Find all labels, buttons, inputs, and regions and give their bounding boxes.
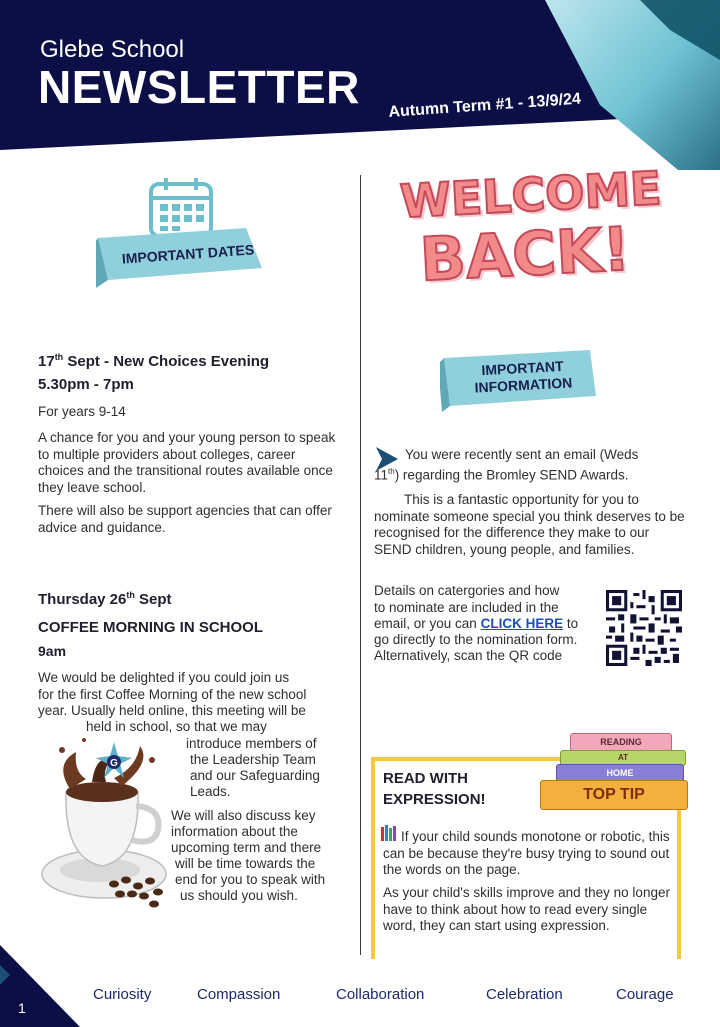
value-collaboration: Collaboration bbox=[336, 986, 425, 1003]
term-date: Autumn Term #1 - 13/9/24 bbox=[388, 90, 582, 121]
event2-line: end for you to speak with bbox=[175, 872, 326, 887]
school-name: Glebe School bbox=[40, 36, 185, 63]
calendar-icon bbox=[96, 176, 266, 296]
column-divider bbox=[360, 175, 361, 955]
value-compassion: Compassion bbox=[197, 986, 281, 1003]
book-top-tip: TOP TIP bbox=[540, 780, 688, 810]
details-line: go directly to the nomination form. bbox=[374, 632, 578, 647]
send-award-line1: You were recently sent an email (Weds bbox=[405, 447, 639, 462]
book-home: HOME bbox=[556, 764, 684, 782]
event1-audience: For years 9-14 bbox=[38, 404, 126, 419]
event2-line: will be time towards the bbox=[175, 856, 316, 871]
reading-tip-para2: As your child's skills improve and they no longer have to think about how to read every single word, they can start using expression. bbox=[383, 885, 670, 933]
event2-line: We would be delighted if you could join us bbox=[38, 670, 290, 685]
click-here-link[interactable]: CLICK HERE bbox=[480, 616, 564, 631]
coffee-cup-illustration bbox=[34, 734, 174, 909]
event2-line: held in school, so that we may bbox=[86, 719, 267, 734]
details-line: email, or you can CLICK HERE to bbox=[374, 616, 579, 631]
qr-code[interactable] bbox=[606, 590, 682, 666]
cup-badge-letter: G bbox=[110, 758, 118, 769]
event2-time: 9am bbox=[38, 643, 67, 659]
value-celebration: Celebration bbox=[486, 986, 563, 1003]
welcome-heading-line1: WELCOME bbox=[398, 160, 663, 229]
important-information-banner: IMPORTANT INFORMATION bbox=[474, 357, 573, 396]
event2-line: upcoming term and there bbox=[171, 840, 322, 855]
welcome-heading-line2: BACK! bbox=[418, 214, 632, 296]
send-award-line2: 11th) regarding the Bromley SEND Awards. bbox=[374, 467, 629, 483]
event2-date: Thursday 26th Sept bbox=[38, 590, 172, 608]
reading-tip-para1: If your child sounds monotone or robotic, this can be because they're busy trying to sound out the words on the page. bbox=[383, 829, 670, 877]
event1-support: There will also be support agencies that can offer advice and guidance. bbox=[38, 503, 332, 535]
event2-line: for the first Coffee Morning of the new school bbox=[38, 687, 307, 702]
event1-time: 5.30pm - 7pm bbox=[38, 376, 134, 393]
event2-line: Leads. bbox=[190, 784, 231, 799]
details-line: to nominate are included in the bbox=[374, 600, 559, 615]
reading-title: READ WITH EXPRESSION! bbox=[383, 770, 486, 808]
event2-title: COFFEE MORNING IN SCHOOL bbox=[38, 619, 263, 636]
important-dates-banner: IMPORTANT DATES bbox=[121, 241, 255, 267]
event2-line: year. Usually held online, this meeting will be bbox=[38, 703, 306, 718]
details-line: Details on catergories and how bbox=[374, 583, 560, 598]
event2-line: We will also discuss key bbox=[171, 808, 316, 823]
newsletter-title: NEWSLETTER bbox=[38, 61, 360, 113]
page-number: 1 bbox=[18, 1000, 26, 1016]
event2-line: information about the bbox=[171, 824, 298, 839]
send-award-description: This is a fantastic opportunity for you to nominate someone special you think deserves to be recognised for the difference they make to our SEND children, young people, and families. bbox=[374, 492, 685, 557]
event2-line: introduce members of bbox=[186, 736, 317, 751]
details-line: Alternatively, scan the QR code bbox=[374, 648, 563, 663]
footer-corner-shape bbox=[0, 945, 80, 1027]
value-courage: Courage bbox=[616, 986, 674, 1003]
book-reading: READING bbox=[570, 733, 672, 752]
event2-line: the Leadership Team bbox=[190, 752, 316, 767]
book-at: AT bbox=[560, 750, 686, 766]
value-curiosity: Curiosity bbox=[93, 986, 152, 1003]
event1-description: A chance for you and your young person to speak to multiple providers about colleges, career choices and the transitional routes available once they leave school. bbox=[38, 430, 336, 495]
event2-line: and our Safeguarding bbox=[190, 768, 320, 783]
event2-line: us should you wish. bbox=[180, 888, 298, 903]
event1-heading: 17th Sept - New Choices Evening bbox=[38, 352, 270, 370]
